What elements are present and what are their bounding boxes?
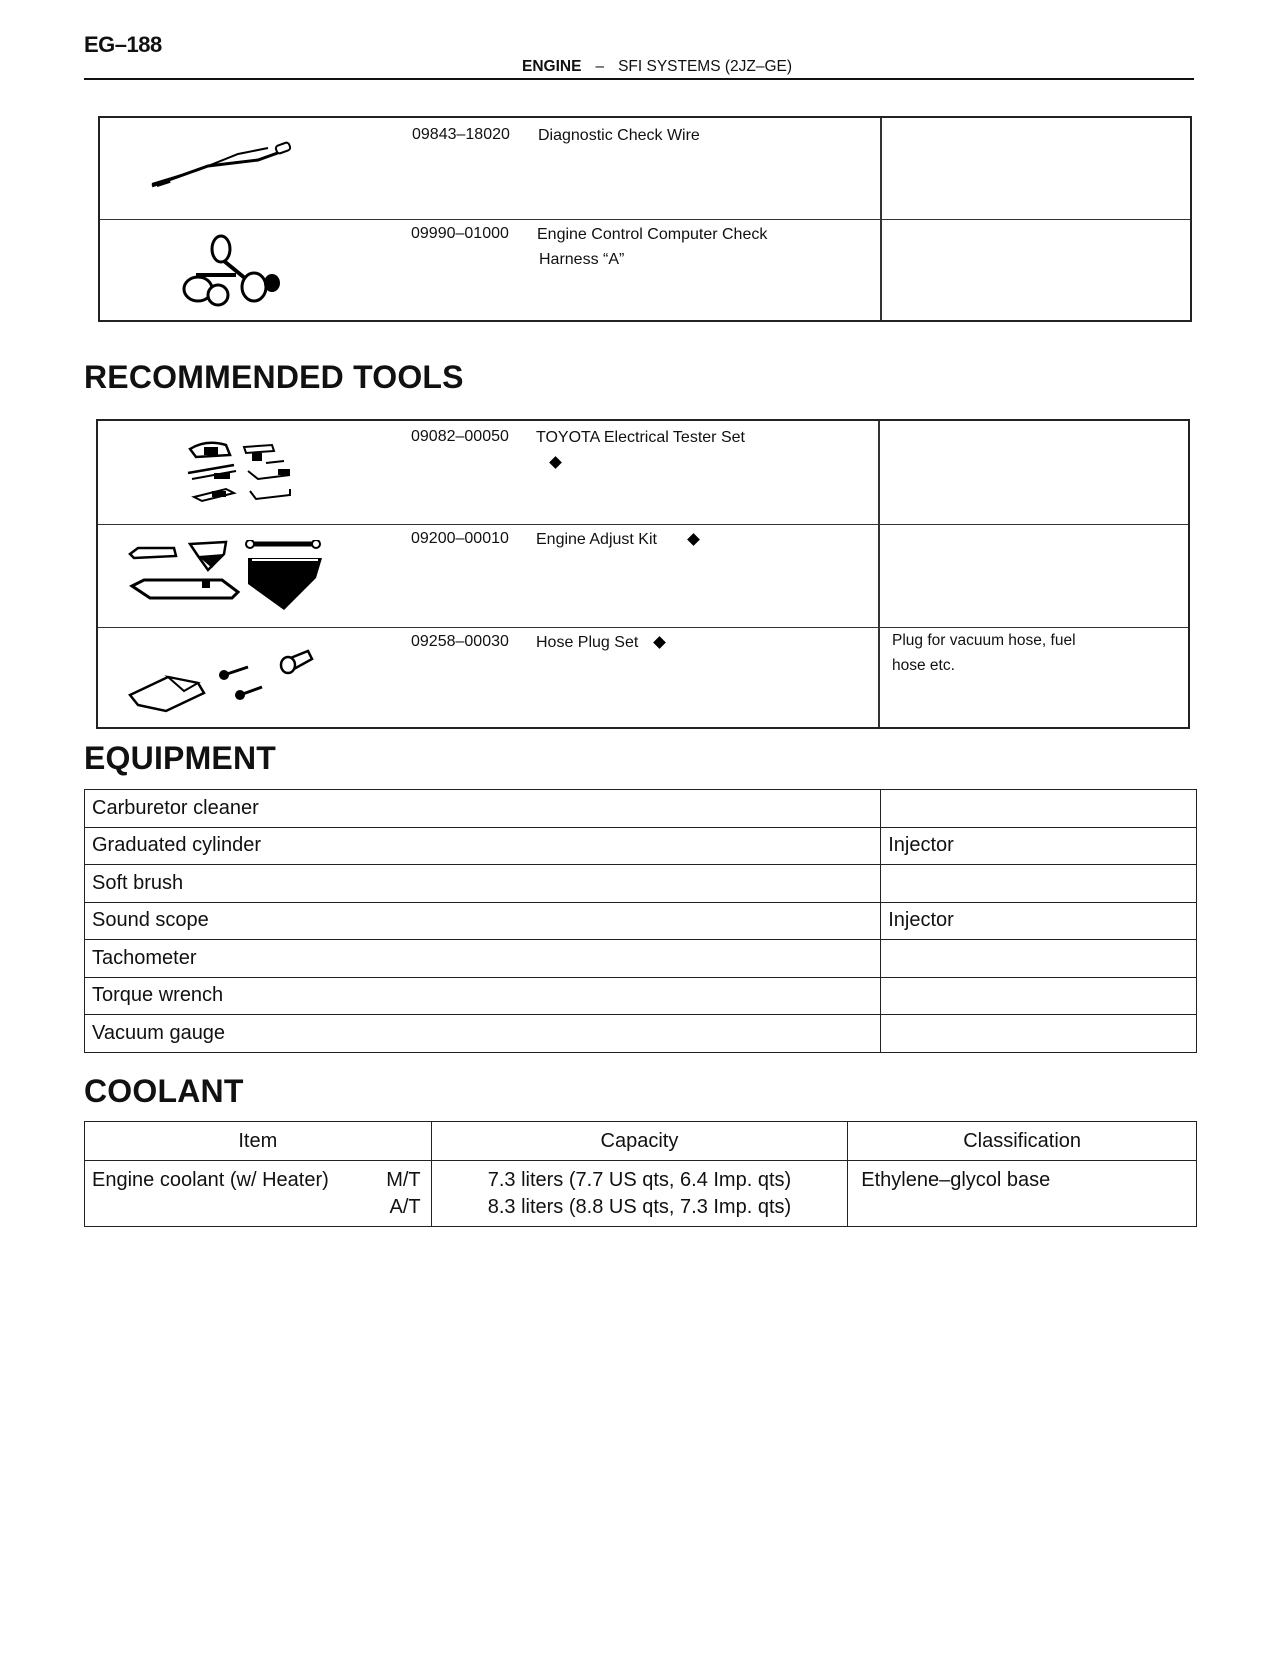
diamond-marker-icon	[688, 533, 701, 546]
equipment-note	[881, 1015, 1197, 1053]
check-harness-icon	[176, 233, 286, 309]
table-row	[85, 1161, 1197, 1227]
remark	[892, 628, 1076, 678]
tool-row	[100, 118, 1190, 220]
table-row	[85, 902, 1197, 940]
equipment-item: Graduated cylinder	[85, 827, 881, 865]
coolant-classification: Ethylene–glycol base	[848, 1161, 1197, 1227]
equipment-note	[881, 977, 1197, 1015]
header-rule	[84, 78, 1194, 80]
table-row	[85, 827, 1197, 865]
transmission-types	[386, 1167, 420, 1221]
page-number: EG–188	[84, 32, 162, 57]
part-number: 09843–18020	[412, 126, 510, 143]
transmission-at: A/T	[389, 1196, 421, 1218]
equipment-note: Injector	[881, 827, 1197, 865]
part-name-text: Engine Adjust Kit	[536, 531, 657, 548]
part-name	[536, 630, 664, 655]
diamond-marker-icon	[549, 456, 562, 469]
part-name-line1: Engine Control Computer Check	[537, 226, 768, 243]
section-name: ENGINE	[522, 58, 582, 75]
part-name-text: Hose Plug Set	[536, 634, 639, 651]
equipment-item: Sound scope	[85, 902, 881, 940]
coolant-table	[84, 1121, 1197, 1227]
equipment-item: Torque wrench	[85, 977, 881, 1015]
equipment-item: Soft brush	[85, 865, 881, 903]
transmission-mt: M/T	[386, 1169, 421, 1191]
header-separator: –	[595, 58, 605, 75]
remark-line1: Plug for vacuum hose, fuel	[892, 632, 1076, 649]
running-header	[522, 58, 792, 76]
tool-row	[98, 627, 1188, 727]
part-name	[537, 222, 767, 272]
recommended-tools-table	[96, 419, 1190, 729]
remark-line2: hose etc.	[892, 657, 955, 674]
equipment-note	[881, 940, 1197, 978]
part-name-line2: Harness “A”	[539, 251, 625, 268]
tool-row	[98, 421, 1188, 525]
table-row	[85, 940, 1197, 978]
recommended-tools-title: RECOMMENDED TOOLS	[84, 359, 464, 395]
table-row	[85, 1015, 1197, 1053]
part-name: Diagnostic Check Wire	[538, 127, 700, 144]
column-header-item: Item	[85, 1122, 432, 1161]
tool-row	[98, 524, 1188, 628]
column-header-capacity: Capacity	[431, 1122, 848, 1161]
part-number: 09258–00030	[411, 633, 509, 650]
part-name-line1: TOYOTA Electrical Tester Set	[536, 429, 745, 446]
coolant-item: Engine coolant (w/ Heater)	[92, 1169, 329, 1191]
table-row	[85, 865, 1197, 903]
coolant-capacity-cell	[431, 1161, 848, 1227]
part-name	[536, 425, 745, 475]
equipment-item: Carburetor cleaner	[85, 790, 881, 828]
equipment-title: EQUIPMENT	[84, 740, 277, 776]
capacity-at: 8.3 liters (8.8 US qts, 7.3 Imp. qts)	[487, 1196, 792, 1218]
table-row	[85, 977, 1197, 1015]
part-name	[536, 527, 698, 552]
subsection-name: SFI SYSTEMS (2JZ–GE)	[618, 58, 793, 75]
equipment-note	[881, 865, 1197, 903]
equipment-note: Injector	[881, 902, 1197, 940]
equipment-note	[881, 790, 1197, 828]
sst-table	[98, 116, 1192, 322]
equipment-item: Tachometer	[85, 940, 881, 978]
table-header-row	[85, 1122, 1197, 1161]
coolant-title: COOLANT	[84, 1073, 244, 1109]
hose-plug-set-icon	[128, 645, 328, 715]
coolant-item-cell	[85, 1161, 432, 1227]
capacity-mt: 7.3 liters (7.7 US qts, 6.4 Imp. qts)	[487, 1169, 792, 1191]
tool-row	[100, 219, 1190, 320]
engine-adjust-kit-icon	[128, 540, 328, 616]
table-row	[85, 790, 1197, 828]
column-header-classification: Classification	[848, 1122, 1197, 1161]
equipment-item: Vacuum gauge	[85, 1015, 881, 1053]
equipment-table	[84, 789, 1197, 1053]
diamond-marker-icon	[653, 636, 666, 649]
part-number: 09990–01000	[411, 225, 509, 242]
part-number: 09082–00050	[411, 428, 509, 445]
diagnostic-check-wire-icon	[148, 140, 298, 190]
part-number: 09200–00010	[411, 530, 509, 547]
electrical-tester-set-icon	[186, 439, 296, 507]
